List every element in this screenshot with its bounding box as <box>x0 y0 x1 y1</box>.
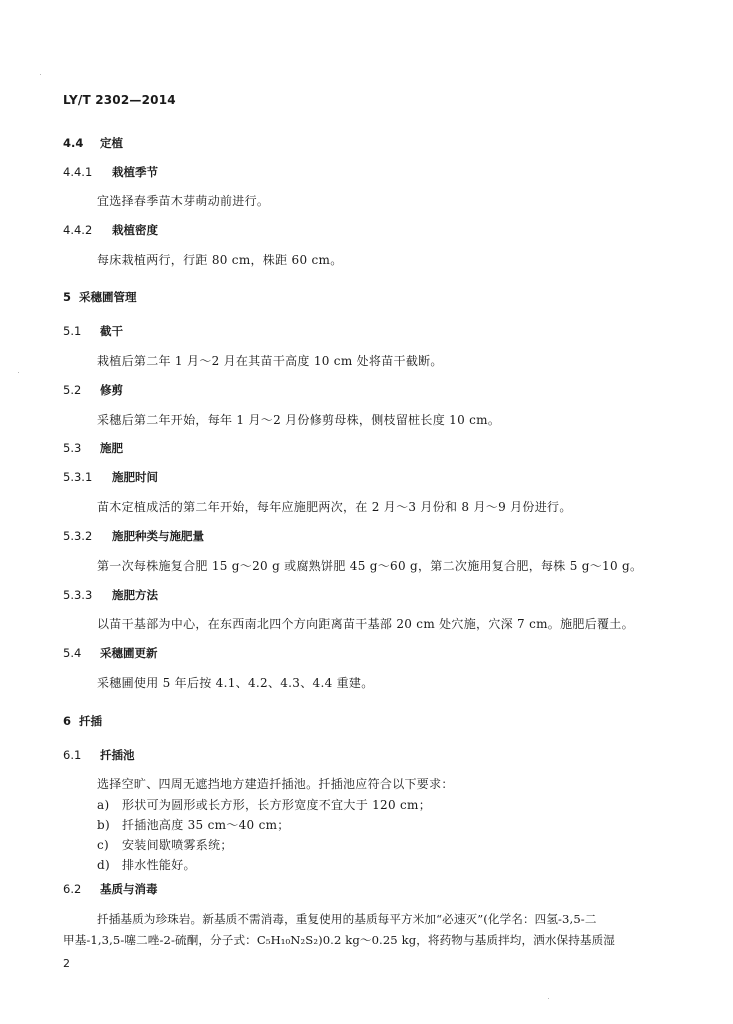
document-code: LY/T 2302—2014 <box>63 93 176 107</box>
section-heading: 施肥时间 <box>112 470 158 484</box>
section-number: 6 <box>63 714 72 728</box>
section-number: 5.3.3 <box>63 588 93 602</box>
section-heading: 施肥方法 <box>112 588 158 602</box>
section-number: 5.3 <box>63 441 82 455</box>
paragraph: 第一次每株施复合肥 15 g～20 g 或腐熟饼肥 45 g～60 g，第二次施用复合肥，每株 5 g～10 g。 <box>97 559 643 573</box>
paragraph: 每床栽植两行，行距 80 cm，株距 60 cm。 <box>97 253 343 267</box>
page-number: 2 <box>63 957 70 970</box>
paragraph: 以苗干基部为中心，在东西南北四个方向距离苗干基部 20 cm 处穴施，穴深 7 cm。施肥后覆土。 <box>97 617 634 631</box>
section-number: 5.1 <box>63 324 82 338</box>
section-heading: 截干 <box>100 324 123 338</box>
section-heading: 扦插池 <box>100 748 135 762</box>
section-number: 5.3.2 <box>63 529 93 543</box>
paragraph: 采穗后第二年开始，每年 1 月～2 月份修剪母株，侧枝留桩长度 10 cm。 <box>97 413 501 427</box>
list-item: 安装间歇喷雾系统； <box>122 838 233 852</box>
scan-speck <box>40 74 41 75</box>
list-item-label: a) <box>97 798 110 812</box>
section-number: 4.4.1 <box>63 165 93 179</box>
section-heading: 定植 <box>100 136 123 150</box>
section-heading: 施肥种类与施肥量 <box>112 529 204 543</box>
section-number: 5.2 <box>63 383 82 397</box>
paragraph: 苗木定植成活的第二年开始，每年应施肥两次，在 2 月～3 月份和 8 月～9 月份进行。 <box>97 500 572 514</box>
section-number: 6.2 <box>63 882 82 896</box>
section-number: 5.4 <box>63 646 82 660</box>
paragraph: 采穗圃使用 5 年后按 4.1、4.2、4.3、4.4 重建。 <box>97 676 374 690</box>
section-number: 5 <box>63 290 72 304</box>
section-number: 4.4 <box>63 136 84 150</box>
section-heading: 采穗圃更新 <box>100 646 158 660</box>
paragraph-continuation: 甲基-1,3,5-噻二唑-2-硫酮，分子式：C₅H₁₀N₂S₂)0.2 kg～0.25 kg，将药物与基质拌均，洒水保持基质湿 <box>63 933 616 947</box>
section-number: 6.1 <box>63 748 82 762</box>
list-item-label: b) <box>97 818 110 832</box>
section-heading: 采穗圃管理 <box>79 290 137 304</box>
scan-speck <box>548 998 549 999</box>
section-number: 4.4.2 <box>63 223 93 237</box>
list-item-label: c) <box>97 838 110 852</box>
paragraph: 宜选择春季苗木芽萌动前进行。 <box>97 194 270 208</box>
section-heading: 栽植季节 <box>112 165 158 179</box>
paragraph: 扦插基质为珍珠岩。新基质不需消毒，重复使用的基质每平方米加“必速灭”(化学名：四氢-3,5-二 <box>97 912 597 926</box>
list-item: 排水性能好。 <box>122 858 196 872</box>
section-heading: 基质与消毒 <box>100 882 158 896</box>
section-heading: 施肥 <box>100 441 123 455</box>
section-heading: 扦插 <box>79 714 102 728</box>
list-item: 形状可为圆形或长方形，长方形宽度不宜大于 120 cm； <box>122 798 432 812</box>
section-heading: 修剪 <box>100 383 123 397</box>
paragraph: 栽植后第二年 1 月～2 月在其苗干高度 10 cm 处将苗干截断。 <box>97 354 443 368</box>
paragraph: 选择空旷、四周无遮挡地方建造扦插池。扦插池应符合以下要求： <box>97 777 454 791</box>
section-heading: 栽植密度 <box>112 223 158 237</box>
scan-speck <box>18 372 19 373</box>
list-item: 扦插池高度 35 cm～40 cm； <box>122 818 290 832</box>
list-item-label: d) <box>97 858 110 872</box>
section-number: 5.3.1 <box>63 470 93 484</box>
